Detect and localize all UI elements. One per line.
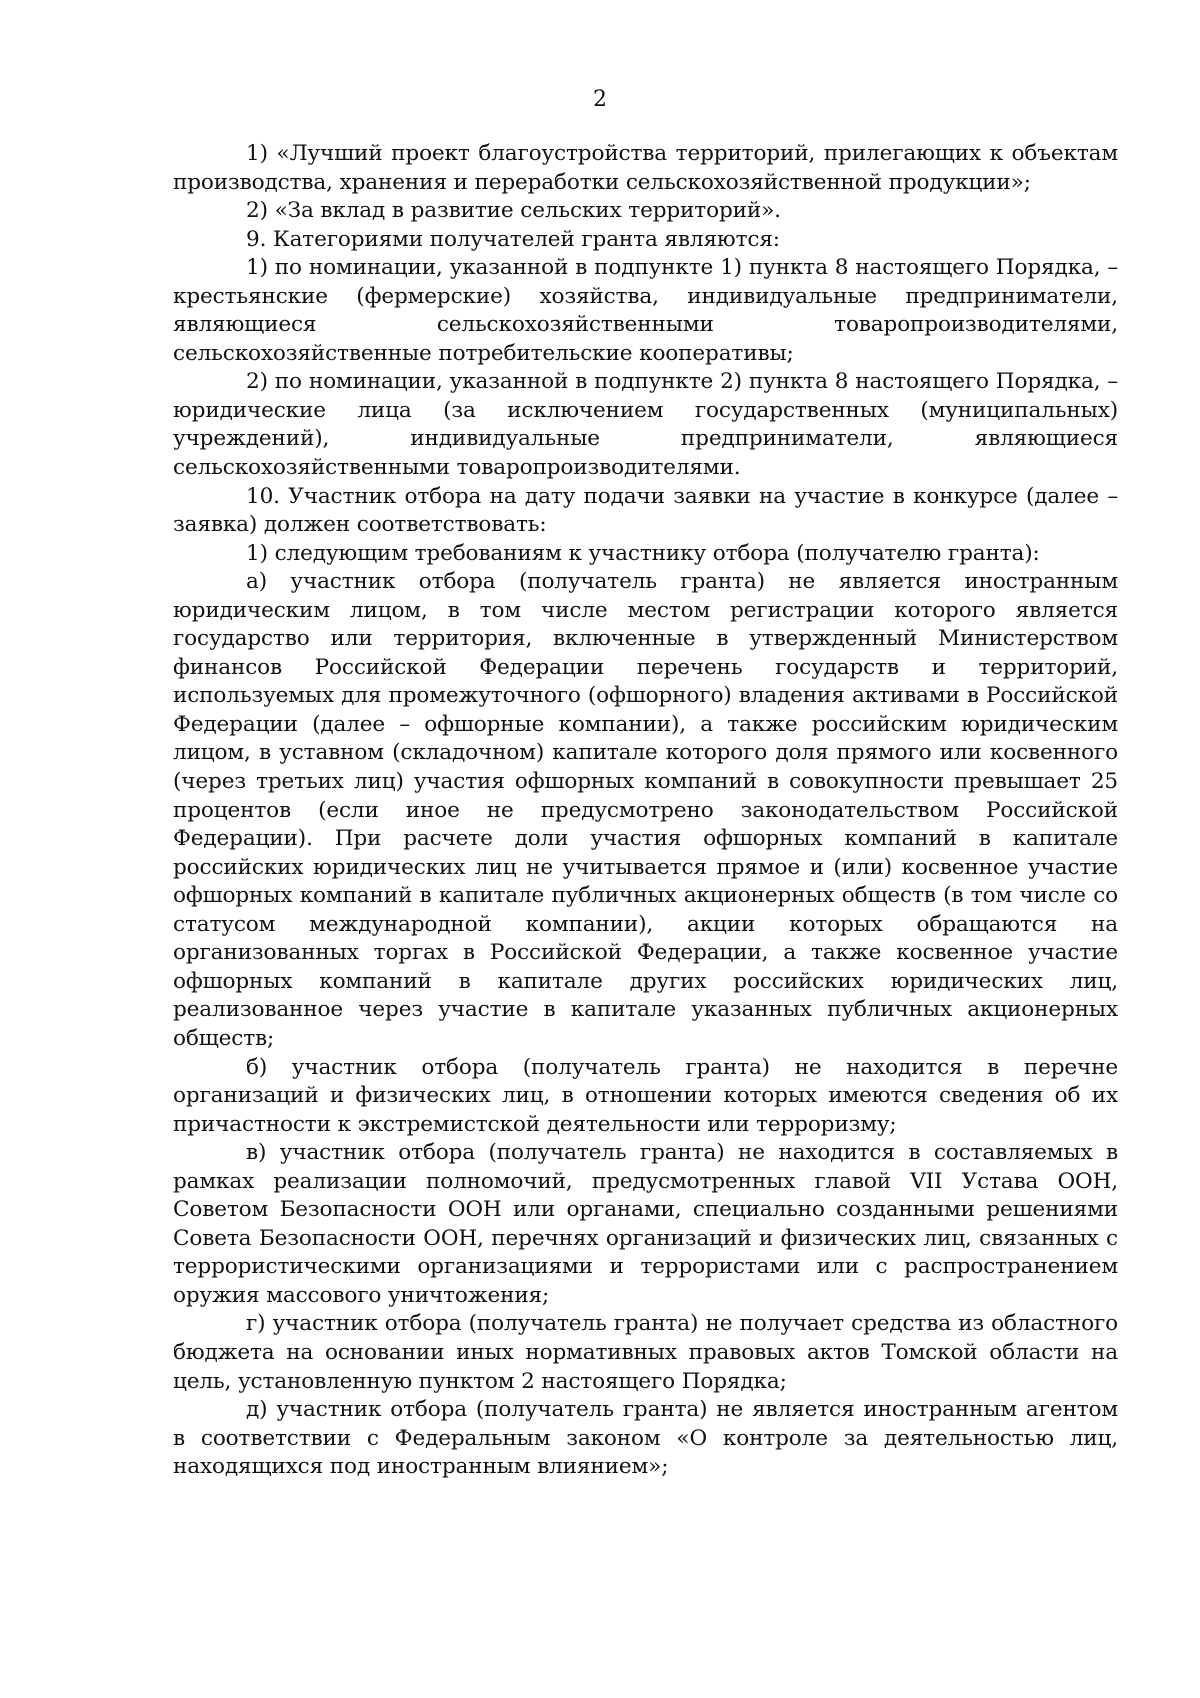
- paragraph-item-9-2: 2) по номинации, указанной в подпункте 2) пункта 8 настоящего Порядка, – юридические лица (за исключением государственных (муниципальных) учреждений), индивидуальные предприниматели, являющиеся сельскохозяйственными товаропроизводителями.: [173, 369, 1118, 481]
- paragraph-item-9-1: 1) по номинации, указанной в подпункте 1) пункта 8 настоящего Порядка, – крестьянские (фермерские) хозяйства, индивидуальные предприниматели, являющиеся сельскохозяйственными товаропроизводителями, сельскохозяйственные потребительские кооперативы;: [173, 255, 1118, 366]
- page-number: 2: [593, 87, 607, 112]
- paragraph-nomination-1: 1) «Лучший проект благоустройства территорий, прилегающих к объектам производства, хранения и переработки сельскохозяйственной продукции»;: [173, 141, 1118, 195]
- paragraph-item-10-1: 1) следующим требованиям к участнику отбора (получателю гранта):: [246, 540, 1040, 566]
- paragraph-item-10-1-b: б) участник отбора (получатель гранта) не находится в перечне организаций и физических лиц, в отношении которых имеются сведения об их причастности к экстремистской деятельности или терроризму;: [173, 1054, 1118, 1137]
- paragraph-item-10-1-d: д) участник отбора (получатель гранта) не является иностранным агентом в соответствии с Федеральным законом «О контроле за деятельностью лиц, находящихся под иностранным влиянием»;: [173, 1397, 1118, 1480]
- document-body: [173, 140, 1118, 1482]
- paragraph-nomination-2: 2) «За вклад в развитие сельских территорий».: [246, 198, 781, 224]
- paragraph-item-10-1-g: г) участник отбора (получатель гранта) не получает средства из областного бюджета на основании иных нормативных правовых актов Томской области на цель, установленную пунктом 2 настоящего Порядка;: [173, 1311, 1118, 1394]
- paragraph-item-10: 10. Участник отбора на дату подачи заявки на участие в конкурсе (далее – заявка) должен соответствовать:: [173, 483, 1118, 538]
- paragraph-item-10-1-a: а) участник отбора (получатель гранта) не является иностранным юридическим лицом, в том числе местом регистрации которого является государство или территория, включенные в утвержденный Министерством финансов Российской Федерации перечень государств и территорий, используемых для промежуточного (офшорного) владения активами в Российской Федерации (далее – офшорные компании), а также российским юридическим лицом, в уставном (складочном) капитале которого доля прямого или косвенного (через третьих лиц) участия офшорных компаний в совокупности превышает 25 процентов (если иное не предусмотрено законодательством Российской Федерации). При расчете доли участия офшорных компаний в капитале российских юридических лиц не учитывается прямое и (или) косвенное участие офшорных компаний в капитале публичных акционерных обществ (в том числе со статусом международной компании), акции которых обращаются на организованных торгах в Российской Федерации, а также косвенное участие офшорных компаний в капитале других российских юридических лиц, реализованное через участие в капитале указанных публичных акционерных обществ;: [173, 569, 1118, 1051]
- paragraph-item-9: 9. Категориями получателей гранта являются:: [246, 226, 780, 252]
- paragraph-item-10-1-v: в) участник отбора (получатель гранта) не находится в составляемых в рамках реализации полномочий, предусмотренных главой VII Устава ООН, Советом Безопасности ООН или органами, специально созданными решениями Совета Безопасности ООН, перечнях организаций и физических лиц, связанных с террористическими организациями и террористами или с распространением оружия массового уничтожения;: [173, 1140, 1118, 1308]
